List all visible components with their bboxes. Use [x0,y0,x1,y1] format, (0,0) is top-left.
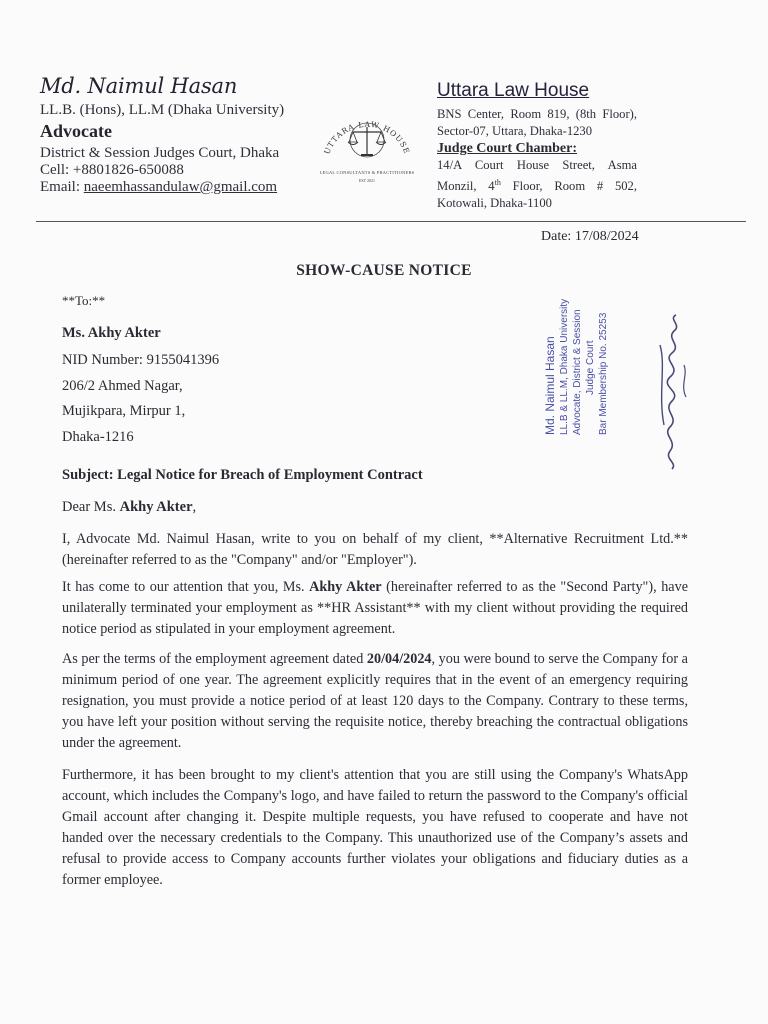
qualification: LL.B. (Hons), LL.M (Dhaka University) [40,102,285,118]
chamber-title: Judge Court Chamber: [437,141,577,156]
firm-logo [306,100,428,190]
stamp-line-4: Judge Court [585,340,596,395]
paragraph-2: It has come to our attention that you, Ms. Akhy Akter (hereinafter referred to as the "Second Party"), have unilaterally terminated your employment as **HR Assistant** with my client without providing the required notice period as stipulated in your employment agreement. [62,579,688,637]
to-label: **To:** [62,293,106,308]
paragraph-1: I, Advocate Md. Naimul Hasan, write to you on behalf of my client, **Alternative Recruitment Ltd.** (hereinafter referred to as the "Company" and/or "Employer"). [62,531,688,568]
logo-caption: LEGAL CONSULTANTS & PRACTITIONERS [319,170,415,175]
advocate-title: Advocate [40,121,112,141]
header-divider [36,221,746,222]
letterhead-left [40,74,310,196]
court-line: District & Session Judges Court, Dhaka [40,145,280,161]
stamp-line-2: LL.B & LL.M, Dhaka University [559,298,570,435]
logo-est: EST 2021 [358,178,376,183]
recipient-address-2: Mujikpara, Mirpur 1, [62,403,186,419]
advocate-stamp [540,285,640,445]
email-link[interactable]: naeemhassandulaw@gmail.com [83,179,278,195]
firm-name: Uttara Law House [437,80,590,101]
recipient-name: Ms. Akhy Akter [62,325,161,341]
recipient-address-1: 206/2 Ahmed Nagar, [62,378,183,394]
firm-address: BNS Center, Room 819, (8th Floor), Sector-07, Uttara, Dhaka-1230 [437,107,637,138]
signature-mark [648,305,698,475]
email-label: Email: [40,179,84,195]
paragraph-3: As per the terms of the employment agreement dated 20/04/2024, you were bound to serve the Company for a minimum period of one year. The agreement explicitly requires that in the event of an emergency requiring resignation, you must provide a notice period of at least 120 days to the Company. Contrary to these terms, you have left your position without serving the requisite notice, thereby breaching the contractual obligations under the agreement. [62,651,688,751]
salutation: Dear Ms. Akhy Akter, [62,499,197,515]
lawyer-name: Md. Naimul Hasan [40,74,238,98]
logo-arc-text: UTTARA LAW HOUSE [322,119,412,156]
stamp-line-1: Md. Naimul Hasan [543,336,557,435]
recipient-nid: NID Number: 9155041396 [62,352,220,368]
stamp-line-5: Bar Membership No. 25253 [598,312,609,435]
scales-of-justice-icon [306,100,428,170]
notice-title: SHOW-CAUSE NOTICE [296,262,472,279]
notice-date: Date: 17/08/2024 [541,229,639,244]
subject-line: Subject: Legal Notice for Breach of Employment Contract [62,467,423,483]
paragraph-4: Furthermore, it has been brought to my client's attention that you are still using the Company's WhatsApp account, which includes the Company's logo, and have failed to return the password to the Company's official Gmail account after changing it. Despite multiple requests, you have refused to cooperate and have not handed over the necessary credentials to the Company. This unauthorized use of the Company’s assets and refusal to provide access to Company accounts further violates your obligations and fiduciary duties as a former employee. [62,767,688,888]
stamp-line-3: Advocate, District & Session [572,309,583,435]
letterhead-right [437,80,637,212]
chamber-address: 14/A Court House Street, Asma Monzil, 4th Floor, Room # 502, Kotowali, Dhaka-1100 [437,158,637,211]
cell-line: Cell: +8801826-650088 [40,162,184,178]
email-line [40,179,310,196]
recipient-address-3: Dhaka-1216 [62,429,134,445]
